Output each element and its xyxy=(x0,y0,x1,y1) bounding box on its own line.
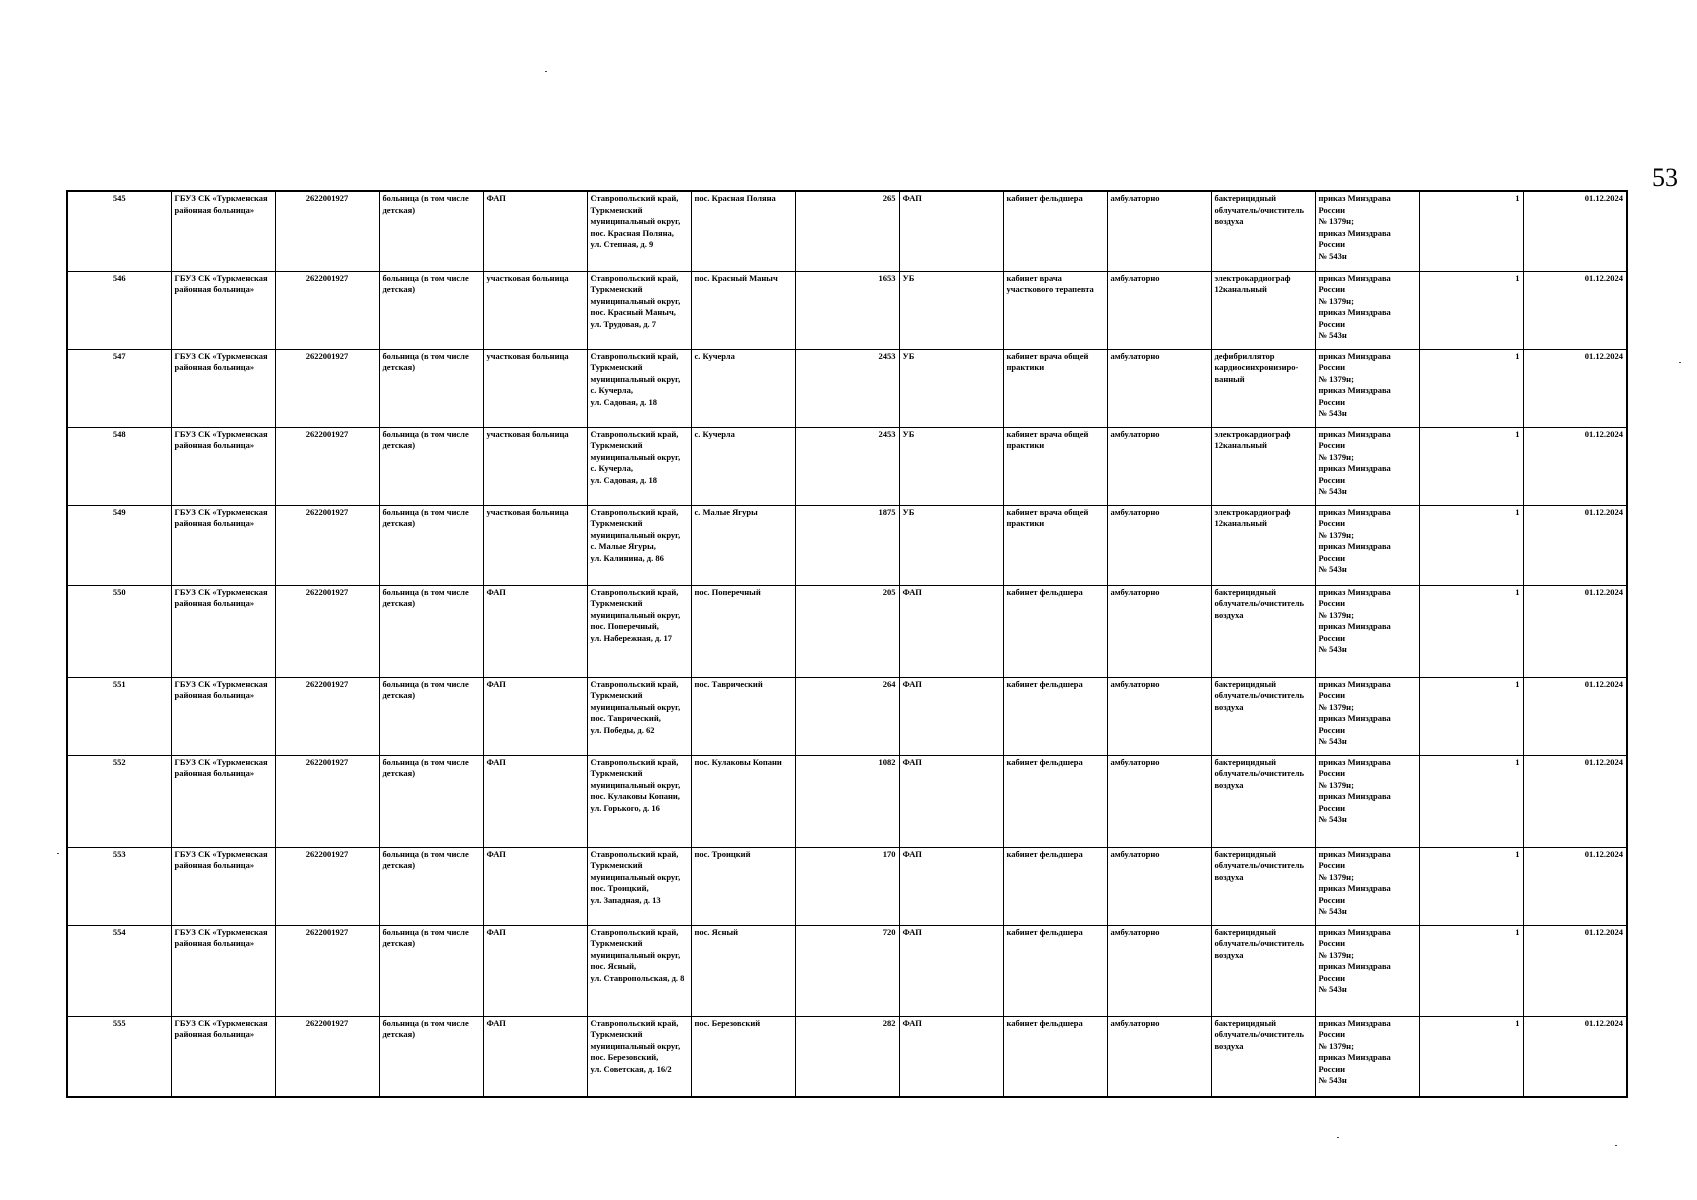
cell-quantity: 1 xyxy=(1419,925,1523,1016)
cell-facility-type: больница (в том числе детская) xyxy=(379,847,483,925)
cell-address-line: с. Малые Ягуры, xyxy=(590,541,656,551)
registry-body xyxy=(67,191,1627,1097)
cell-settlement: пос. Кулаковы Копани xyxy=(691,755,795,847)
cell-order-line: приказ Минздрава России xyxy=(1318,848,1391,870)
cell-population: 264 xyxy=(795,677,899,755)
cell-inn: 2622001927 xyxy=(275,505,379,585)
scan-speck xyxy=(57,853,59,854)
cell-facility-type: больница (в том числе детская) xyxy=(379,191,483,271)
cell-order xyxy=(1315,191,1419,271)
cell-equipment: бактерицидный облучатель/очиститель воздуха xyxy=(1211,191,1315,271)
cell-organization: ГБУЗ СК «Туркменская районная больница» xyxy=(171,677,275,755)
cell-order-line: № 543н xyxy=(1318,906,1347,916)
cell-inn: 2622001927 xyxy=(275,191,379,271)
cell-cabinet: кабинет фельдшера xyxy=(1003,191,1107,271)
cell-equipment: бактерицидный облучатель/очиститель воздуха xyxy=(1211,847,1315,925)
cell-settlement: пос. Троицкий xyxy=(691,847,795,925)
cell-settlement: пос. Ясный xyxy=(691,925,795,1016)
scan-speck xyxy=(1337,1137,1339,1138)
cell-date: 01.12.2024 xyxy=(1523,847,1627,925)
cell-order-line: № 543н xyxy=(1318,814,1347,824)
cell-equipment: бактерицидный облучатель/очиститель воздуха xyxy=(1211,755,1315,847)
cell-settlement: с. Кучерла xyxy=(691,427,795,505)
cell-order xyxy=(1315,677,1419,755)
cell-address-line: пос. Таврический, xyxy=(590,713,661,723)
cell-cabinet: кабинет врача участкового терапевта xyxy=(1003,271,1107,349)
cell-address-line: Ставропольский край, xyxy=(590,428,679,439)
cell-settlement: пос. Березовский xyxy=(691,1016,795,1097)
cell-date: 01.12.2024 xyxy=(1523,585,1627,677)
cell-subdivision: ФАП xyxy=(483,191,587,271)
cell-organization: ГБУЗ СК «Туркменская районная больница» xyxy=(171,427,275,505)
cell-settlement: пос. Таврический xyxy=(691,677,795,755)
cell-date: 01.12.2024 xyxy=(1523,191,1627,271)
cell-order-line: приказ Минздрава России xyxy=(1318,586,1391,608)
cell-organization: ГБУЗ СК «Туркменская районная больница» xyxy=(171,349,275,427)
cell-facility-type: больница (в том числе детская) xyxy=(379,271,483,349)
cell-order-line: приказ Минздрава России xyxy=(1318,883,1391,905)
cell-subdivision: ФАП xyxy=(483,1016,587,1097)
cell-cabinet: кабинет фельдшера xyxy=(1003,925,1107,1016)
cell-order xyxy=(1315,1016,1419,1097)
cell-population: 1082 xyxy=(795,755,899,847)
cell-population: 205 xyxy=(795,585,899,677)
cell-address-line: муниципальный округ, xyxy=(590,609,681,620)
cell-address-line: с. Кучерла, xyxy=(590,463,633,473)
cell-order-line: приказ Минздрава России xyxy=(1318,193,1391,215)
cell-unit-type: ФАП xyxy=(899,1016,1003,1097)
cell-address-line: Туркменский xyxy=(590,284,643,294)
cell-date: 01.12.2024 xyxy=(1523,925,1627,1016)
cell-subdivision: участковая больница xyxy=(483,427,587,505)
cell-address-line: ул. Степная, д. 9 xyxy=(590,239,654,249)
cell-equipment: бактерицидный облучатель/очиститель воздуха xyxy=(1211,925,1315,1016)
cell-population: 1653 xyxy=(795,271,899,349)
cell-address-line: муниципальный округ, xyxy=(590,949,681,960)
cell-address-line: Ставропольский край, xyxy=(590,272,679,283)
cell-row-number: 552 xyxy=(67,755,171,847)
cell-care-mode: амбулаторно xyxy=(1107,1016,1211,1097)
cell-inn: 2622001927 xyxy=(275,847,379,925)
cell-date: 01.12.2024 xyxy=(1523,505,1627,585)
cell-address xyxy=(587,755,691,847)
cell-order-line: приказ Минздрава России xyxy=(1318,463,1391,485)
cell-address-line: муниципальный округ, xyxy=(590,295,681,306)
cell-date: 01.12.2024 xyxy=(1523,349,1627,427)
cell-equipment: бактерицидный облучатель/очиститель воздуха xyxy=(1211,585,1315,677)
cell-address xyxy=(587,925,691,1016)
cell-address-line: ул. Трудовая, д. 7 xyxy=(590,318,657,329)
cell-order-line: приказ Минздрава России xyxy=(1318,713,1391,735)
cell-order-line: приказ Минздрава России xyxy=(1318,926,1391,948)
cell-address-line: с. Кучерла, xyxy=(590,385,633,395)
cell-order-line: № 1379н; xyxy=(1318,701,1354,712)
cell-inn: 2622001927 xyxy=(275,427,379,505)
cell-cabinet: кабинет врача общей практики xyxy=(1003,505,1107,585)
cell-population: 170 xyxy=(795,847,899,925)
cell-unit-type: УБ xyxy=(899,271,1003,349)
cell-address-line: ул. Советская, д. 16/2 xyxy=(590,1063,672,1074)
cell-order-line: № 1379н; xyxy=(1318,1040,1354,1051)
cell-address-line: пос. Красная Поляна, xyxy=(590,227,674,238)
cell-row-number: 554 xyxy=(67,925,171,1016)
cell-address-line: ул. Садовая, д. 18 xyxy=(590,396,658,407)
cell-order-line: № 1379н; xyxy=(1318,871,1354,882)
cell-order-line: приказ Минздрава России xyxy=(1318,227,1391,249)
cell-equipment: электрокардиограф 12канальный xyxy=(1211,271,1315,349)
cell-address-line: Ставропольский край, xyxy=(590,756,679,767)
cell-population: 2453 xyxy=(795,349,899,427)
cell-address-line: Ставропольский край, xyxy=(590,193,679,203)
cell-address xyxy=(587,1016,691,1097)
cell-population: 2453 xyxy=(795,427,899,505)
cell-address-line: Ставропольский край, xyxy=(590,350,679,361)
scan-speck xyxy=(1615,1145,1617,1146)
cell-cabinet: кабинет фельдшера xyxy=(1003,585,1107,677)
cell-order-line: приказ Минздрава России xyxy=(1318,385,1391,407)
cell-address-line: муниципальный округ, xyxy=(590,529,681,540)
cell-address-line: Туркменский xyxy=(590,518,643,528)
cell-row-number: 555 xyxy=(67,1016,171,1097)
cell-row-number: 550 xyxy=(67,585,171,677)
cell-address-line: Туркменский xyxy=(590,440,643,450)
cell-cabinet: кабинет фельдшера xyxy=(1003,1016,1107,1097)
cell-quantity: 1 xyxy=(1419,677,1523,755)
cell-cabinet: кабинет врача общей практики xyxy=(1003,427,1107,505)
cell-row-number: 549 xyxy=(67,505,171,585)
cell-population: 720 xyxy=(795,925,899,1016)
cell-order-line: № 1379н; xyxy=(1318,949,1354,960)
cell-care-mode: амбулаторно xyxy=(1107,847,1211,925)
cell-address-line: Туркменский xyxy=(590,204,643,215)
scan-speck xyxy=(545,71,547,72)
cell-facility-type: больница (в том числе детская) xyxy=(379,677,483,755)
cell-address xyxy=(587,427,691,505)
cell-address-line: ул. Горького, д. 16 xyxy=(590,802,660,813)
cell-address-line: пос. Троицкий, xyxy=(590,883,649,893)
cell-quantity: 1 xyxy=(1419,271,1523,349)
cell-unit-type: ФАП xyxy=(899,191,1003,271)
cell-unit-type: УБ xyxy=(899,427,1003,505)
cell-order xyxy=(1315,427,1419,505)
cell-care-mode: амбулаторно xyxy=(1107,191,1211,271)
cell-date: 01.12.2024 xyxy=(1523,755,1627,847)
cell-address-line: муниципальный округ, xyxy=(590,871,681,882)
cell-address-line: Туркменский xyxy=(590,860,643,870)
cell-address-line: муниципальный округ, xyxy=(590,1040,681,1051)
cell-inn: 2622001927 xyxy=(275,271,379,349)
cell-order-line: № 543н xyxy=(1318,250,1347,261)
cell-order-line: приказ Минздрава России xyxy=(1318,1017,1391,1039)
cell-address-line: пос. Березовский, xyxy=(590,1052,659,1062)
cell-organization: ГБУЗ СК «Туркменская районная больница» xyxy=(171,847,275,925)
cell-inn: 2622001927 xyxy=(275,585,379,677)
table-row xyxy=(67,349,1627,427)
cell-order xyxy=(1315,349,1419,427)
cell-settlement: пос. Красная Поляна xyxy=(691,191,795,271)
cell-care-mode: амбулаторно xyxy=(1107,677,1211,755)
cell-order-line: приказ Минздрава России xyxy=(1318,350,1391,372)
table-row xyxy=(67,755,1627,847)
cell-facility-type: больница (в том числе детская) xyxy=(379,585,483,677)
cell-date: 01.12.2024 xyxy=(1523,677,1627,755)
cell-address-line: ул. Победы, д. 62 xyxy=(590,724,655,735)
cell-order-line: № 543н xyxy=(1318,564,1347,574)
cell-facility-type: больница (в том числе детская) xyxy=(379,755,483,847)
cell-subdivision: участковая больница xyxy=(483,505,587,585)
cell-address-line: Ставропольский край, xyxy=(590,678,679,689)
cell-order-line: приказ Минздрава России xyxy=(1318,791,1391,813)
table-row xyxy=(67,191,1627,271)
cell-organization: ГБУЗ СК «Туркменская районная больница» xyxy=(171,271,275,349)
table-row xyxy=(67,585,1627,677)
cell-cabinet: кабинет фельдшера xyxy=(1003,755,1107,847)
cell-address-line: муниципальный округ, xyxy=(590,701,681,712)
table-row xyxy=(67,677,1627,755)
table-row xyxy=(67,505,1627,585)
cell-address-line: ул. Западная, д. 13 xyxy=(590,894,661,905)
cell-address-line: ул. Набережная, д. 17 xyxy=(590,632,673,643)
cell-care-mode: амбулаторно xyxy=(1107,349,1211,427)
cell-order-line: № 543н xyxy=(1318,408,1347,418)
cell-unit-type: ФАП xyxy=(899,755,1003,847)
cell-address xyxy=(587,271,691,349)
cell-address-line: Туркменский xyxy=(590,768,643,778)
cell-population: 282 xyxy=(795,1016,899,1097)
cell-organization: ГБУЗ СК «Туркменская районная больница» xyxy=(171,755,275,847)
cell-order-line: приказ Минздрава России xyxy=(1318,506,1391,528)
cell-equipment: бактерицидный облучатель/очиститель воздуха xyxy=(1211,677,1315,755)
cell-order-line: № 1379н; xyxy=(1318,779,1354,790)
cell-facility-type: больница (в том числе детская) xyxy=(379,427,483,505)
equipment-registry-table xyxy=(66,190,1628,1098)
cell-address-line: Туркменский xyxy=(590,938,643,948)
table-row xyxy=(67,271,1627,349)
cell-organization: ГБУЗ СК «Туркменская районная больница» xyxy=(171,505,275,585)
cell-cabinet: кабинет врача общей практики xyxy=(1003,349,1107,427)
cell-address-line: Туркменский xyxy=(590,1029,643,1039)
cell-cabinet: кабинет фельдшера xyxy=(1003,677,1107,755)
cell-row-number: 548 xyxy=(67,427,171,505)
cell-facility-type: больница (в том числе детская) xyxy=(379,1016,483,1097)
cell-row-number: 545 xyxy=(67,191,171,271)
cell-unit-type: УБ xyxy=(899,349,1003,427)
table-row xyxy=(67,427,1627,505)
cell-row-number: 553 xyxy=(67,847,171,925)
cell-population: 1875 xyxy=(795,505,899,585)
cell-subdivision: участковая больница xyxy=(483,349,587,427)
cell-inn: 2622001927 xyxy=(275,677,379,755)
cell-inn: 2622001927 xyxy=(275,349,379,427)
cell-order-line: № 1379н; xyxy=(1318,216,1354,226)
cell-address-line: муниципальный округ, xyxy=(590,779,681,790)
cell-order-line: № 543н xyxy=(1318,736,1347,746)
table-row xyxy=(67,1016,1627,1097)
cell-order-line: № 543н xyxy=(1318,984,1347,994)
cell-organization: ГБУЗ СК «Туркменская районная больница» xyxy=(171,925,275,1016)
cell-address-line: пос. Кулаковы Копани, xyxy=(590,791,680,801)
cell-order-line: № 1379н; xyxy=(1318,451,1354,462)
cell-care-mode: амбулаторно xyxy=(1107,505,1211,585)
cell-unit-type: ФАП xyxy=(899,585,1003,677)
cell-settlement: пос. Поперечный xyxy=(691,585,795,677)
cell-address-line: Туркменский xyxy=(590,598,643,608)
cell-unit-type: УБ xyxy=(899,505,1003,585)
cell-subdivision: ФАП xyxy=(483,677,587,755)
cell-quantity: 1 xyxy=(1419,191,1523,271)
cell-order-line: приказ Минздрава России xyxy=(1318,272,1391,294)
cell-order-line: № 543н xyxy=(1318,644,1347,654)
cell-population: 265 xyxy=(795,191,899,271)
cell-address-line: ул. Калинина, д. 86 xyxy=(590,552,664,563)
cell-unit-type: ФАП xyxy=(899,847,1003,925)
cell-inn: 2622001927 xyxy=(275,1016,379,1097)
cell-order-line: № 1379н; xyxy=(1318,373,1354,384)
cell-address xyxy=(587,505,691,585)
cell-order xyxy=(1315,755,1419,847)
cell-quantity: 1 xyxy=(1419,1016,1523,1097)
cell-address-line: Ставропольский край, xyxy=(590,1017,679,1028)
cell-quantity: 1 xyxy=(1419,505,1523,585)
page-number: 53 xyxy=(1652,163,1678,192)
cell-address-line: муниципальный округ, xyxy=(590,451,681,462)
cell-order-line: № 543н xyxy=(1318,486,1347,496)
cell-address xyxy=(587,585,691,677)
cell-unit-type: ФАП xyxy=(899,677,1003,755)
cell-unit-type: ФАП xyxy=(899,925,1003,1016)
cell-quantity: 1 xyxy=(1419,427,1523,505)
cell-order-line: № 543н xyxy=(1318,330,1347,340)
cell-equipment: электрокардиограф 12канальный xyxy=(1211,427,1315,505)
cell-address xyxy=(587,191,691,271)
cell-order-line: приказ Минздрава России xyxy=(1318,756,1391,778)
cell-address-line: Ставропольский край, xyxy=(590,926,679,937)
cell-equipment: бактерицидный облучатель/очиститель воздуха xyxy=(1211,1016,1315,1097)
cell-facility-type: больница (в том числе детская) xyxy=(379,505,483,585)
cell-address-line: Ставропольский край, xyxy=(590,506,679,517)
cell-order-line: приказ Минздрава России xyxy=(1318,621,1391,643)
cell-subdivision: ФАП xyxy=(483,847,587,925)
cell-order-line: № 1379н; xyxy=(1318,295,1354,306)
cell-care-mode: амбулаторно xyxy=(1107,271,1211,349)
cell-date: 01.12.2024 xyxy=(1523,427,1627,505)
cell-settlement: с. Малые Ягуры xyxy=(691,505,795,585)
cell-row-number: 546 xyxy=(67,271,171,349)
cell-row-number: 551 xyxy=(67,677,171,755)
cell-care-mode: амбулаторно xyxy=(1107,925,1211,1016)
cell-settlement: пос. Красный Маныч xyxy=(691,271,795,349)
table-row xyxy=(67,925,1627,1016)
cell-facility-type: больница (в том числе детская) xyxy=(379,349,483,427)
cell-inn: 2622001927 xyxy=(275,755,379,847)
cell-subdivision: участковая больница xyxy=(483,271,587,349)
cell-organization: ГБУЗ СК «Туркменская районная больница» xyxy=(171,1016,275,1097)
cell-address-line: Ставропольский край, xyxy=(590,848,679,859)
cell-address-line: Туркменский xyxy=(590,362,643,372)
cell-address-line: пос. Ясный, xyxy=(590,961,637,971)
cell-address-line: ул. Садовая, д. 18 xyxy=(590,474,658,485)
cell-address-line: Туркменский xyxy=(590,690,643,700)
cell-quantity: 1 xyxy=(1419,755,1523,847)
cell-order-line: № 1379н; xyxy=(1318,529,1354,540)
cell-date: 01.12.2024 xyxy=(1523,271,1627,349)
cell-address-line: пос. Поперечный, xyxy=(590,621,659,631)
cell-care-mode: амбулаторно xyxy=(1107,755,1211,847)
cell-care-mode: амбулаторно xyxy=(1107,427,1211,505)
cell-order-line: приказ Минздрава России xyxy=(1318,1052,1391,1074)
cell-quantity: 1 xyxy=(1419,847,1523,925)
cell-order xyxy=(1315,925,1419,1016)
cell-address xyxy=(587,847,691,925)
cell-settlement: с. Кучерла xyxy=(691,349,795,427)
cell-address-line: ул. Ставропольская, д. 8 xyxy=(590,972,685,983)
cell-organization: ГБУЗ СК «Туркменская районная больница» xyxy=(171,191,275,271)
cell-inn: 2622001927 xyxy=(275,925,379,1016)
cell-address-line: пос. Красный Маныч, xyxy=(590,307,676,317)
cell-subdivision: ФАП xyxy=(483,925,587,1016)
cell-quantity: 1 xyxy=(1419,585,1523,677)
cell-order xyxy=(1315,585,1419,677)
cell-order-line: приказ Минздрава России xyxy=(1318,678,1391,700)
cell-date: 01.12.2024 xyxy=(1523,1016,1627,1097)
cell-organization: ГБУЗ СК «Туркменская районная больница» xyxy=(171,585,275,677)
cell-equipment: электрокардиограф 12канальный xyxy=(1211,505,1315,585)
cell-order-line: № 543н xyxy=(1318,1075,1347,1085)
cell-cabinet: кабинет фельдшера xyxy=(1003,847,1107,925)
cell-order-line: № 1379н; xyxy=(1318,609,1354,620)
cell-order-line: приказ Минздрава России xyxy=(1318,307,1391,329)
cell-address-line: муниципальный округ, xyxy=(590,216,681,226)
cell-order-line: приказ Минздрава России xyxy=(1318,541,1391,563)
cell-address-line: муниципальный округ, xyxy=(590,373,681,384)
cell-order xyxy=(1315,505,1419,585)
cell-order-line: приказ Минздрава России xyxy=(1318,961,1391,983)
cell-address xyxy=(587,677,691,755)
cell-subdivision: ФАП xyxy=(483,585,587,677)
cell-quantity: 1 xyxy=(1419,349,1523,427)
cell-equipment: дефибриллятор кардиосинхронизиро-ванный xyxy=(1211,349,1315,427)
cell-facility-type: больница (в том числе детская) xyxy=(379,925,483,1016)
cell-address-line: Ставропольский край, xyxy=(590,586,679,597)
cell-row-number: 547 xyxy=(67,349,171,427)
cell-care-mode: амбулаторно xyxy=(1107,585,1211,677)
scan-speck xyxy=(1679,362,1681,363)
table-row xyxy=(67,847,1627,925)
cell-order-line: приказ Минздрава России xyxy=(1318,428,1391,450)
cell-subdivision: ФАП xyxy=(483,755,587,847)
cell-order xyxy=(1315,271,1419,349)
cell-order xyxy=(1315,847,1419,925)
cell-address xyxy=(587,349,691,427)
